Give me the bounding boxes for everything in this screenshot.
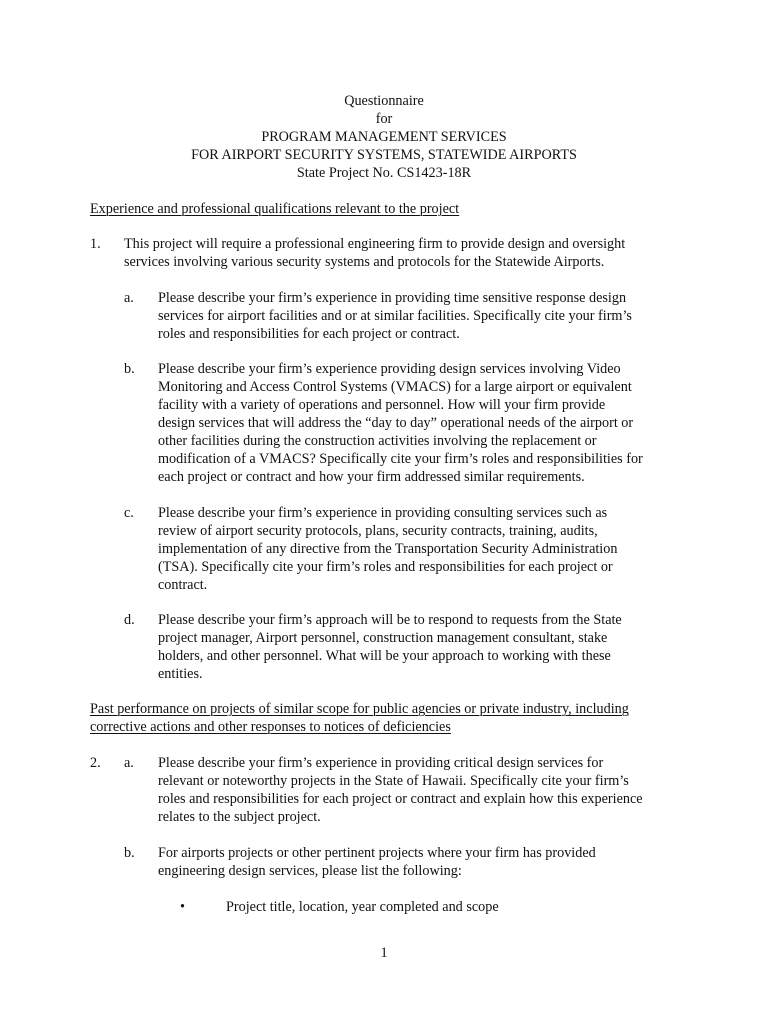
section-heading-qualifications: Experience and professional qualifications relevant to the project (90, 201, 460, 217)
item-letter: b. (124, 361, 135, 377)
item-text-line: engineering design services, please list the following: (158, 863, 462, 879)
item-text-line: project manager, Airport personnel, construction management consultant, stake (158, 630, 608, 646)
item-text-line: Please describe your firm’s experience in providing time sensitive response design (158, 290, 627, 306)
item-letter: a. (124, 755, 134, 771)
item-text-line: roles and responsibilities for each project or contract. (158, 326, 460, 342)
item-letter: d. (124, 612, 135, 628)
item-text-line: other facilities during the construction activities involving the replacement or (158, 433, 597, 449)
item-text-line: modification of a VMACS? Specifically cite your firm’s roles and responsibilities for (158, 451, 643, 467)
item-text-line: relates to the subject project. (158, 809, 321, 825)
question-text-line: services involving various security systems and protocols for the Statewide Airports. (124, 254, 605, 270)
section-heading-past-performance: corrective actions and other responses to notices of deficiencies (90, 719, 451, 735)
item-text-line: relevant or noteworthy projects in the State of Hawaii. Specifically cite your firm’s (158, 773, 629, 789)
item-text-line: each project or contract and how your firm addressed similar requirements. (158, 469, 585, 485)
item-text-line: implementation of any directive from the Transportation Security Administration (158, 541, 618, 557)
item-text-line: For airports projects or other pertinent projects where your firm has provided (158, 845, 596, 861)
item-text-line: contract. (158, 577, 208, 593)
doc-program-title: PROGRAM MANAGEMENT SERVICES (261, 129, 507, 145)
item-text-line: facility with a variety of operations and personnel. How will your firm provide (158, 397, 606, 413)
doc-title-for: for (375, 111, 393, 127)
item-text-line: Please describe your firm’s experience in providing critical design services for (158, 755, 604, 771)
item-text-line: (TSA). Specifically cite your firm’s roles and responsibilities for each project or (158, 559, 613, 575)
bullet-icon: • (180, 899, 185, 915)
item-letter: b. (124, 845, 135, 861)
bullet-text: Project title, location, year completed and scope (226, 899, 499, 915)
item-letter: a. (124, 290, 134, 306)
item-letter: c. (124, 505, 134, 521)
item-text-line: design services that will address the “day to day” operational needs of the airport or (158, 415, 634, 431)
question-number: 1. (90, 236, 101, 252)
item-text-line: services for airport facilities and or at similar facilities. Specifically cite your firm’s (158, 308, 632, 324)
doc-project-number: State Project No. CS1423-18R (296, 165, 472, 181)
doc-title: Questionnaire (344, 93, 424, 109)
item-text-line: Please describe your firm’s approach will be to respond to requests from the State (158, 612, 622, 628)
item-text-line: holders, and other personnel. What will be your approach to working with these (158, 648, 611, 664)
page-number: 1 (380, 945, 388, 961)
item-text-line: Monitoring and Access Control Systems (VMACS) for a large airport or equivalent (158, 379, 632, 395)
item-text-line: roles and responsibilities for each project or contract and explain how this experience (158, 791, 643, 807)
item-text-line: Please describe your firm’s experience providing design services involving Video (158, 361, 621, 377)
question-number: 2. (90, 755, 101, 771)
section-heading-past-performance: Past performance on projects of similar scope for public agencies or private industry, including (90, 701, 629, 717)
item-text-line: entities. (158, 666, 203, 682)
question-text-line: This project will require a professional engineering firm to provide design and oversight (124, 236, 626, 252)
item-text-line: review of airport security protocols, plans, security contracts, training, audits, (158, 523, 598, 539)
item-text-line: Please describe your firm’s experience in providing consulting services such as (158, 505, 608, 521)
doc-subject-title: FOR AIRPORT SECURITY SYSTEMS, STATEWIDE AIRPORTS (191, 147, 577, 163)
